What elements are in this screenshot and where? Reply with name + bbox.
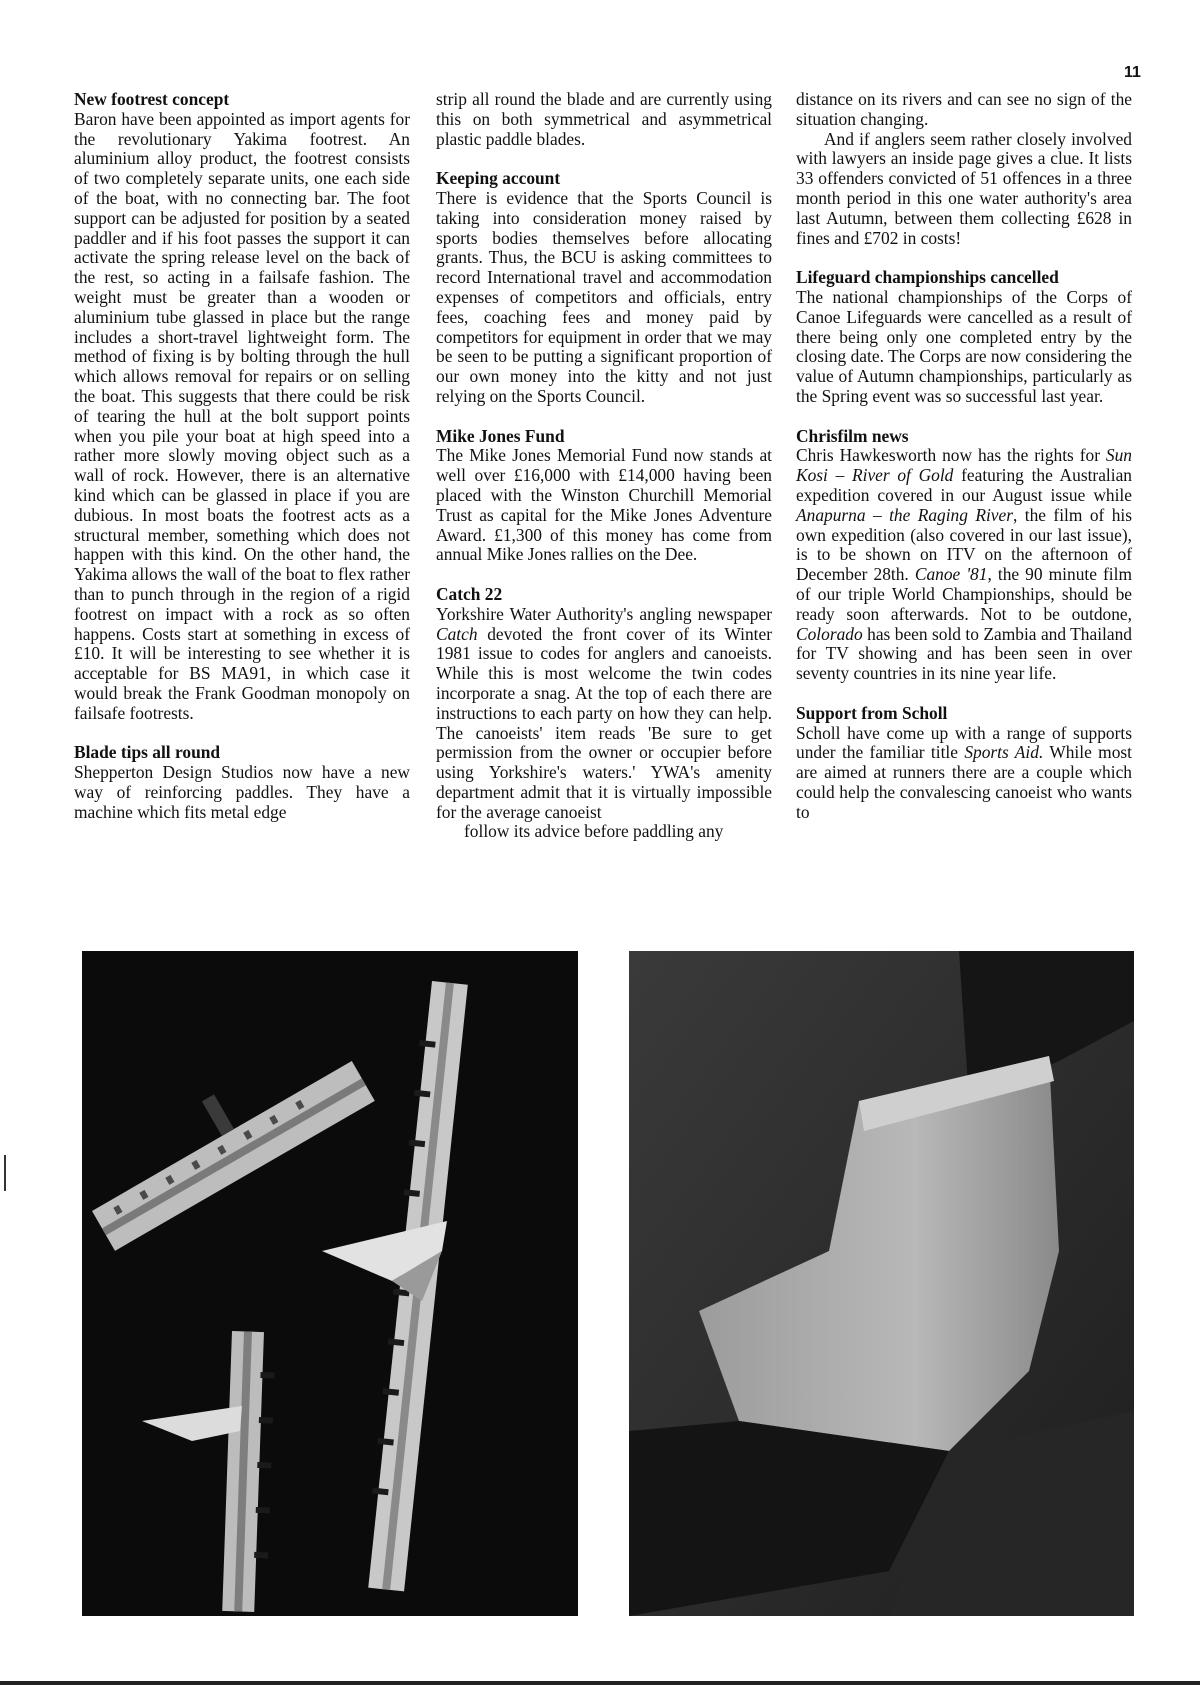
body-blade-tips-cont: strip all round the blade and are currently using this on both symmetrical and asymmetrical plastic paddle blades. xyxy=(436,89,772,149)
chrisfilm-a: Chris Hawkesworth now has the rights for xyxy=(796,445,1106,466)
scholl-a: Scholl have come up with a range of supports under the familiar title xyxy=(796,722,1132,763)
body-anglers: And if anglers seem rather closely involved with lawyers an inside page gives a clue. It lists 33 offenders convicted of 51 offences in a three month period in this one water authority's area last Autumn, between them collecting £628 in fines and £702 in costs! xyxy=(796,128,1132,248)
body-keeping-account: There is evidence that the Sports Council is taking into consideration money raised by sports bodies themselves before allocating grants. Thus, the BCU is asking committees to record International travel and accommodation expenses of competitors and officials, entry fees, coaching fees and money paid by competitors for equipment in order that we may be seen to be putting a significant proportion of our own money into the kitty and not just relying on the Sports Council. xyxy=(436,187,772,406)
product-title-sports-aid: Sports Aid. xyxy=(964,742,1044,763)
column-1 xyxy=(74,90,410,862)
body-mike-jones: The Mike Jones Memorial Fund now stands at well over £16,000 with £14,000 having been placed with the Winston Churchill Memorial Trust as capital for the Mike Jones Adventure Award. £1,300 of this money has come from annual Mike Jones rallies on the Dee. xyxy=(436,445,772,565)
scholl-b: While most are aimed at runners there are a couple which could help the convalescing canoeist who wants to xyxy=(796,742,1132,822)
section-catch-22 xyxy=(436,585,772,842)
section-footrest xyxy=(74,90,410,724)
catch-text-a: Yorkshire Water Authority's angling newspaper xyxy=(436,603,772,624)
section-keeping-account xyxy=(436,169,772,407)
body-blade-tips: Shepperton Design Studios now have a new way of reinforcing paddles. They have a machine which fits metal edge xyxy=(74,762,410,822)
column-3 xyxy=(796,90,1132,862)
scan-bottom-edge xyxy=(0,1681,1200,1685)
heading-footrest: New footrest concept xyxy=(74,89,230,109)
heading-blade-tips: Blade tips all round xyxy=(74,742,221,763)
catch-title: Catch xyxy=(436,623,478,644)
body-catch-22 xyxy=(436,605,772,823)
section-catch-22-cont xyxy=(796,90,1132,248)
film-title-sun-kosi: Sun Kosi – River of Gold xyxy=(796,445,1132,486)
section-blade-tips-cont xyxy=(436,90,772,149)
body-footrest: Baron have been appointed as import agents for the revolutionary Yakima footrest. An aluminium alloy product, the footrest consists of two completely separate units, one each side of the boat, with no connecting bar. The foot support can be adjusted for position by a seated paddler and if his foot passes the support it can activate the spring release level on the back of the rest, so acting in a failsafe fashion. The weight must be greater than a wooden or aluminium tube glassed in place but the range includes a short-travel lightweight form. The method of fixing is by bolting through the hull which allows removal for repairs or on selling the boat. This suggests that there could be risk of tearing the hull at the bolt support points when you pile your boat at high speed into a rather more slowly moving object such as a wall of rock. However, there is an alternative kind which can be glassed in place if you are dubious. In most boats the footrest acts as a structural member, something which does not happen with this kind. On the other hand, the Yakima allows the wall of the boat to flex rather than to punch through in the region of a rigid footrest on impact with a rock as so often happens. Costs start at something in excess of £10. It will be interesting to see whether it is acceptable for BS MA91, in which case it would break the Frank Goodman monopoly on failsafe footrests. xyxy=(74,108,410,723)
photo-row xyxy=(82,951,1134,1616)
section-chrisfilm xyxy=(796,427,1132,684)
scan-margin-mark xyxy=(4,1155,6,1191)
heading-scholl: Support from Scholl xyxy=(796,702,948,723)
chrisfilm-e: has been sold to Zambia and Thailand for TV showing and has been seen in over seventy countries in its nine year life. xyxy=(796,623,1132,684)
footrest-illustration xyxy=(82,951,578,1616)
chrisfilm-d: , the 90 minute film of our triple World Championships, should be ready soon afterwards. Not to be outdone, xyxy=(796,564,1132,624)
catch-text-b: devoted the front cover of its Winter 1981 issue to codes for anglers and canoeists. While this is most welcome the twin codes incorporate a snag. At the top of each there are instructions to each party on how they can help. The canoeists' item reads 'Be sure to get permission from the owner or occupier before using Yorkshire's waters.' YWA's amenity department admit that it is virtually impossible for the average canoeist xyxy=(436,623,772,822)
column-2 xyxy=(436,90,772,862)
body-chrisfilm xyxy=(796,446,1132,684)
heading-chrisfilm: Chrisfilm news xyxy=(796,425,909,446)
elbow-support-illustration xyxy=(629,951,1134,1616)
heading-keeping-account: Keeping account xyxy=(436,168,561,189)
scholl-support-photo xyxy=(629,951,1134,1616)
article-columns xyxy=(74,90,1138,862)
body-catch-22-cont: distance on its rivers and can see no sign of the situation changing. xyxy=(796,89,1132,129)
page-number: 11 xyxy=(1124,64,1141,81)
section-blade-tips xyxy=(74,743,410,822)
heading-mike-jones: Mike Jones Fund xyxy=(436,425,565,446)
heading-catch-22: Catch 22 xyxy=(436,583,503,604)
section-lifeguard xyxy=(796,268,1132,407)
section-scholl xyxy=(796,704,1132,823)
chrisfilm-c: , the film of his own expedition (also covered in our last issue), is to be shown on ITV on the afternoon of December 28th. xyxy=(796,504,1133,585)
body-scholl xyxy=(796,724,1132,823)
film-title-canoe-81: Canoe '81 xyxy=(914,564,988,585)
body-lifeguard: The national championships of the Corps of Canoe Lifeguards were cancelled as a result of there being only one completed entry by the closing date. The Corps are now considering the value of Autumn championships, particularly as the Spring event was so successful last year. xyxy=(796,286,1132,406)
chrisfilm-b: featuring the Australian expedition covered in our August issue while xyxy=(796,465,1133,505)
film-title-anapurna: Anapurna – the Raging River xyxy=(796,504,1014,525)
heading-lifeguard: Lifeguard championships cancelled xyxy=(796,267,1059,288)
film-title-colorado: Colorado xyxy=(796,623,863,644)
section-mike-jones xyxy=(436,427,772,566)
body-catch-22-end: follow its advice before paddling any xyxy=(464,821,724,842)
footrest-photo xyxy=(82,951,578,1616)
